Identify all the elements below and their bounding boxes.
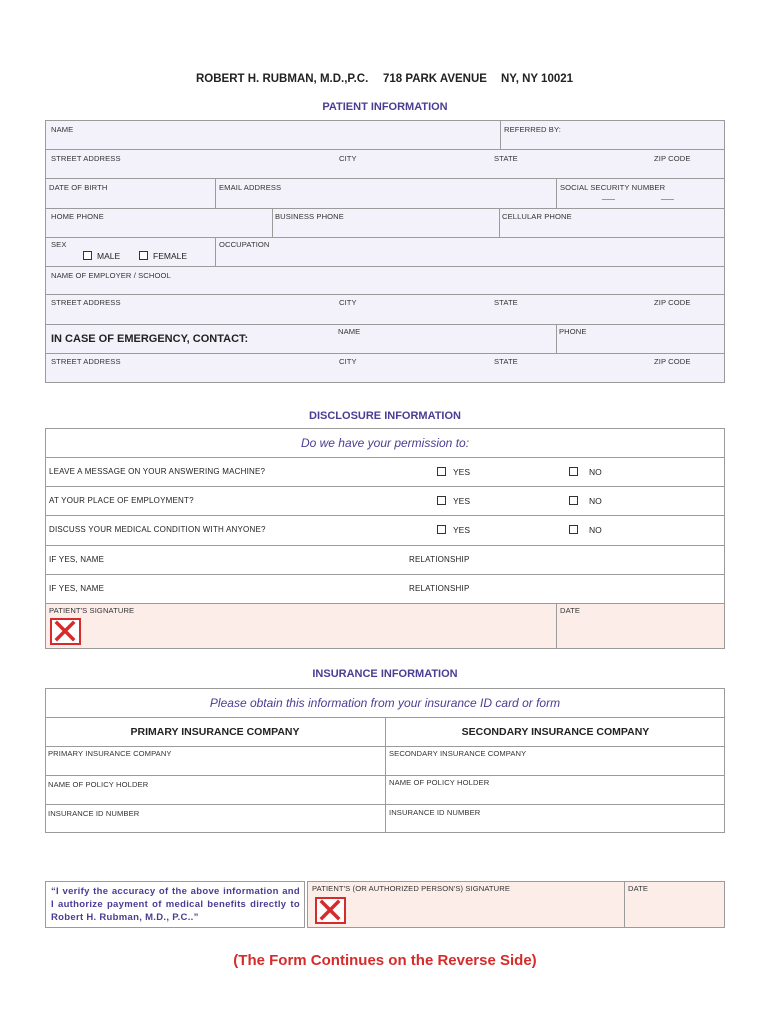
- primary-company-label: PRIMARY INSURANCE COMPANY: [48, 749, 172, 758]
- street-address-label: STREET ADDRESS: [51, 154, 121, 163]
- authorization-statement: “I verify the accuracy of the above information and I authorize payment of medical benefits directly to Robert H. Rubman, M.D., P.C..”: [51, 886, 300, 923]
- city-label: CITY: [339, 154, 357, 163]
- primary-insurance-heading: PRIMARY INSURANCE COMPANY: [130, 726, 300, 738]
- sign-here-x-icon: [50, 618, 81, 645]
- disclosure-question-row: [45, 515, 725, 545]
- disclosure-signature-field[interactable]: [46, 604, 556, 648]
- employment-no-checkbox[interactable]: [569, 496, 578, 505]
- sex-label: SEX: [51, 240, 67, 249]
- employer-label: NAME OF EMPLOYER / SCHOOL: [51, 271, 171, 280]
- ssn-separator-1: ___: [602, 191, 615, 200]
- sign-here-x-icon: [315, 897, 346, 924]
- cell-phone-label: CELLULAR PHONE: [502, 212, 572, 221]
- referred-by-field[interactable]: [500, 120, 725, 149]
- female-checkbox[interactable]: [139, 251, 148, 260]
- employer-address-field[interactable]: [45, 294, 725, 324]
- state-label: STATE: [494, 154, 518, 163]
- secondary-insurance-heading: SECONDARY INSURANCE COMPANY: [461, 726, 650, 738]
- yes-label: YES: [453, 525, 471, 535]
- if-yes-name-label: IF YES, NAME: [49, 584, 105, 593]
- male-label: MALE: [97, 251, 121, 261]
- secondary-company-label: SECONDARY INSURANCE COMPANY: [389, 749, 527, 758]
- authorized-person-2-field[interactable]: [45, 574, 725, 603]
- zip-label: ZIP CODE: [654, 154, 691, 163]
- question-place-of-employment: AT YOUR PLACE OF EMPLOYMENT?: [49, 496, 194, 505]
- disclosure-question-row: [45, 457, 725, 486]
- email-label: EMAIL ADDRESS: [219, 183, 282, 192]
- emergency-zip-label: ZIP CODE: [654, 357, 691, 366]
- employer-street-label: STREET ADDRESS: [51, 298, 121, 307]
- ssn-field[interactable]: [556, 178, 725, 208]
- home-phone-field[interactable]: [45, 208, 272, 237]
- emergency-name-field[interactable]: [45, 324, 556, 353]
- disclosure-prompt: Do we have your permission to:: [300, 436, 470, 450]
- emergency-address-field[interactable]: [45, 353, 725, 383]
- no-label: NO: [589, 525, 602, 535]
- business-phone-field[interactable]: [272, 208, 499, 237]
- patient-name-field[interactable]: [45, 120, 500, 149]
- employer-field[interactable]: [45, 266, 725, 294]
- practice-header: [0, 73, 770, 89]
- practice-name: ROBERT H. RUBMAN, M.D.,P.C.: [196, 73, 369, 85]
- date-label: DATE: [560, 606, 581, 615]
- employer-city-label: CITY: [339, 298, 357, 307]
- discuss-no-checkbox[interactable]: [569, 525, 578, 534]
- emergency-state-label: STATE: [494, 357, 518, 366]
- disclosure-title: DISCLOSURE INFORMATION: [309, 410, 461, 422]
- occupation-label: OCCUPATION: [219, 240, 270, 249]
- authorization-signature-field[interactable]: [308, 882, 624, 927]
- practice-city: NY, NY 10021: [501, 73, 574, 85]
- emergency-contact-heading: IN CASE OF EMERGENCY, CONTACT:: [51, 333, 249, 345]
- answering-machine-yes-checkbox[interactable]: [437, 467, 446, 476]
- question-discuss-medical-condition: DISCUSS YOUR MEDICAL CONDITION WITH ANYONE?: [49, 525, 266, 534]
- question-answering-machine: LEAVE A MESSAGE ON YOUR ANSWERING MACHINE?: [49, 467, 266, 476]
- insurance-title: INSURANCE INFORMATION: [312, 668, 458, 680]
- answering-machine-no-checkbox[interactable]: [569, 467, 578, 476]
- primary-holder-field[interactable]: [45, 775, 385, 804]
- no-label: NO: [589, 496, 602, 506]
- authorized-person-1-field[interactable]: [45, 545, 725, 574]
- emergency-street-label: STREET ADDRESS: [51, 357, 121, 366]
- secondary-id-label: INSURANCE ID NUMBER: [389, 808, 481, 817]
- patient-address-field[interactable]: [45, 149, 725, 178]
- authorization-date-field[interactable]: [625, 882, 724, 927]
- primary-id-label: INSURANCE ID NUMBER: [48, 809, 140, 818]
- referred-by-label: REFERRED BY:: [504, 125, 561, 134]
- practice-address: 718 PARK AVENUE: [383, 73, 487, 85]
- secondary-company-field[interactable]: [386, 746, 725, 775]
- employment-yes-checkbox[interactable]: [437, 496, 446, 505]
- sex-field: [45, 237, 215, 266]
- emergency-name-label: NAME: [338, 327, 361, 336]
- employer-state-label: STATE: [494, 298, 518, 307]
- secondary-holder-field[interactable]: [386, 775, 725, 804]
- relationship-label: RELATIONSHIP: [409, 555, 470, 564]
- emergency-city-label: CITY: [339, 357, 357, 366]
- secondary-holder-label: NAME OF POLICY HOLDER: [389, 778, 490, 787]
- disclosure-question-row: [45, 486, 725, 515]
- discuss-yes-checkbox[interactable]: [437, 525, 446, 534]
- disclosure-date-field[interactable]: [557, 604, 724, 648]
- if-yes-name-label: IF YES, NAME: [49, 555, 105, 564]
- authorized-signature-label: PATIENT'S (OR AUTHORIZED PERSON'S) SIGNATURE: [312, 884, 511, 893]
- yes-label: YES: [453, 496, 471, 506]
- patient-signature-label: PATIENT'S SIGNATURE: [49, 606, 135, 615]
- patient-name-label: NAME: [51, 125, 74, 134]
- female-label: FEMALE: [153, 251, 188, 261]
- ssn-separator-2: ___: [661, 191, 674, 200]
- dob-label: DATE OF BIRTH: [49, 183, 108, 192]
- form-continues-notice: (The Form Continues on the Reverse Side): [233, 952, 537, 969]
- patient-info-title: PATIENT INFORMATION: [322, 101, 448, 113]
- dob-field[interactable]: [45, 178, 215, 208]
- ssn-label: SOCIAL SECURITY NUMBER: [560, 183, 666, 192]
- authorization-date-label: DATE: [628, 884, 649, 893]
- email-field[interactable]: [215, 178, 556, 208]
- yes-label: YES: [453, 467, 471, 477]
- home-phone-label: HOME PHONE: [51, 212, 104, 221]
- primary-id-field[interactable]: [45, 804, 385, 833]
- insurance-prompt: Please obtain this information from your insurance ID card or form: [209, 696, 561, 710]
- business-phone-label: BUSINESS PHONE: [275, 212, 344, 221]
- primary-company-field[interactable]: [45, 746, 385, 775]
- primary-holder-label: NAME OF POLICY HOLDER: [48, 780, 149, 789]
- secondary-id-field[interactable]: [386, 804, 725, 833]
- cell-phone-field[interactable]: [499, 208, 725, 237]
- emergency-phone-label: PHONE: [559, 327, 587, 336]
- occupation-field[interactable]: [215, 237, 725, 266]
- emergency-phone-field[interactable]: [556, 324, 725, 353]
- employer-zip-label: ZIP CODE: [654, 298, 691, 307]
- no-label: NO: [589, 467, 602, 477]
- relationship-label: RELATIONSHIP: [409, 584, 470, 593]
- male-checkbox[interactable]: [83, 251, 92, 260]
